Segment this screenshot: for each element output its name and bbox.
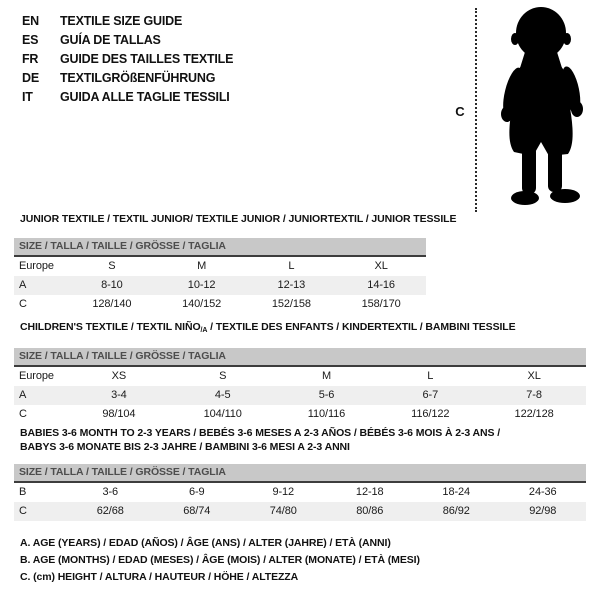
height-measure-label: C: [455, 104, 465, 119]
footnote-b: B. AGE (MONTHS) / EDAD (MESES) / ÂGE (MOIS) / ALTER (MONATE) / ETÀ (MESI): [20, 554, 420, 566]
size-header-bar: SIZE / TALLA / TAILLE / GRÖSSE / TAGLIA: [14, 348, 586, 367]
row-label: B: [19, 486, 27, 498]
language-title: GUIDE DES TAILLES TEXTILE: [60, 52, 234, 66]
size-header-bar: SIZE / TALLA / TAILLE / GRÖSSE / TAGLIA: [14, 464, 586, 483]
language-code: IT: [22, 90, 33, 104]
table-cell: 86/92: [442, 505, 470, 517]
children-section-heading: [20, 320, 516, 338]
table-cell: 10-12: [187, 279, 216, 291]
table-cell: 3-4: [111, 389, 127, 401]
junior-size-table: [14, 238, 426, 314]
table-row: [14, 257, 426, 276]
language-title: GUÍA DE TALLAS: [60, 33, 161, 47]
footnote-a: A. AGE (YEARS) / EDAD (AÑOS) / ÂGE (ANS) / ALTER (JAHRE) / ETÀ (ANNI): [20, 537, 391, 549]
table-cell: 116/122: [411, 408, 450, 420]
table-cell: 104/110: [203, 408, 242, 420]
table-row: [14, 502, 586, 521]
footnote-legend: [20, 535, 420, 586]
table-cell: 74/80: [269, 505, 297, 517]
row-label: Europe: [19, 370, 54, 382]
table-row: [14, 276, 426, 295]
table-cell: 6-7: [422, 389, 439, 401]
table-cell: XL: [527, 370, 541, 382]
table-cell: 5-6: [318, 389, 335, 401]
table-cell: S: [219, 370, 227, 382]
size-header-bar: SIZE / TALLA / TAILLE / GRÖSSE / TAGLIA: [14, 238, 426, 257]
table-cell: 7-8: [526, 389, 542, 401]
table-cell: 98/104: [102, 408, 136, 420]
row-label: C: [19, 505, 27, 517]
table-cell: 128/140: [92, 298, 132, 310]
table-row: [14, 405, 586, 424]
table-cell: XL: [374, 260, 388, 272]
table-cell: 68/74: [183, 505, 211, 517]
table-cell: 14-16: [367, 279, 395, 291]
table-cell: L: [427, 370, 434, 382]
table-cell: 4-5: [214, 389, 231, 401]
language-row: [22, 12, 233, 31]
row-label: Europe: [19, 260, 54, 272]
table-cell: L: [288, 260, 295, 272]
language-title-list: [22, 12, 233, 107]
babies-size-table: [14, 464, 586, 521]
heading-text: / TEXTILE DES ENFANTS / KINDERTEXTIL / BAMBINI TESSILE: [207, 321, 516, 333]
table-cell: 18-24: [442, 486, 471, 498]
heading-line-1: BABIES 3-6 MONTH TO 2-3 YEARS / BEBÉS 3-6 MESES A 2-3 AÑOS / BÉBÉS 3-6 MOIS À 2-3 ANS /: [20, 427, 501, 439]
language-title: GUIDA ALLE TAGLIE TESSILI: [60, 90, 230, 104]
table-cell: 92/98: [529, 505, 557, 517]
language-row: [22, 88, 233, 107]
table-cell: M: [321, 370, 332, 382]
baby-silhouette: [487, 6, 599, 212]
row-label: C: [19, 408, 27, 420]
height-dotted-line: [475, 8, 477, 212]
language-code: DE: [22, 71, 39, 85]
table-row: [14, 483, 586, 502]
table-cell: 80/86: [356, 505, 384, 517]
table-row: [14, 367, 586, 386]
table-row: [14, 295, 426, 314]
table-cell: 140/152: [182, 298, 222, 310]
language-code: FR: [22, 52, 39, 66]
language-row: [22, 50, 233, 69]
table-cell: 110/116: [307, 408, 346, 420]
language-title: TEXTILGRÖßENFÜHRUNG: [60, 71, 216, 85]
language-code: ES: [22, 33, 39, 47]
babies-section-heading: [20, 426, 500, 454]
table-row: [14, 386, 586, 405]
table-cell: 62/68: [96, 505, 124, 517]
table-cell: 122/128: [514, 408, 554, 420]
table-cell: S: [108, 260, 116, 272]
children-size-table: [14, 348, 586, 424]
table-cell: 158/170: [361, 298, 401, 310]
table-cell: 12-18: [355, 486, 384, 498]
table-cell: XS: [111, 370, 127, 382]
table-cell: 152/158: [271, 298, 311, 310]
table-cell: M: [197, 260, 207, 272]
junior-section-heading: JUNIOR TEXTILE / TEXTIL JUNIOR/ TEXTILE JUNIOR / JUNIORTEXTIL / JUNIOR TESSILE: [20, 213, 457, 225]
table-cell: 24-36: [528, 486, 557, 498]
heading-text: CHILDREN'S TEXTILE / TEXTIL NIÑO: [20, 321, 201, 333]
heading-line-2: BABYS 3-6 MONATE BIS 2-3 JAHRE / BAMBINI 3-6 MESI A 2-3 ANNI: [20, 441, 350, 453]
table-cell: 8-10: [101, 279, 123, 291]
table-cell: 3-6: [102, 486, 119, 498]
language-row: [22, 69, 233, 88]
language-code: EN: [22, 14, 39, 28]
table-cell: 9-12: [272, 486, 295, 498]
row-label: A: [19, 389, 27, 401]
table-cell: 12-13: [277, 279, 306, 291]
language-row: [22, 31, 233, 50]
language-title: TEXTILE SIZE GUIDE: [60, 14, 183, 28]
row-label: C: [19, 298, 27, 310]
footnote-c: C. (cm) HEIGHT / ALTURA / HAUTEUR / HÖHE / ALTEZZA: [20, 571, 299, 583]
heading-subscript: /A: [200, 327, 208, 334]
table-cell: 6-9: [188, 486, 205, 498]
row-label: A: [19, 279, 27, 291]
